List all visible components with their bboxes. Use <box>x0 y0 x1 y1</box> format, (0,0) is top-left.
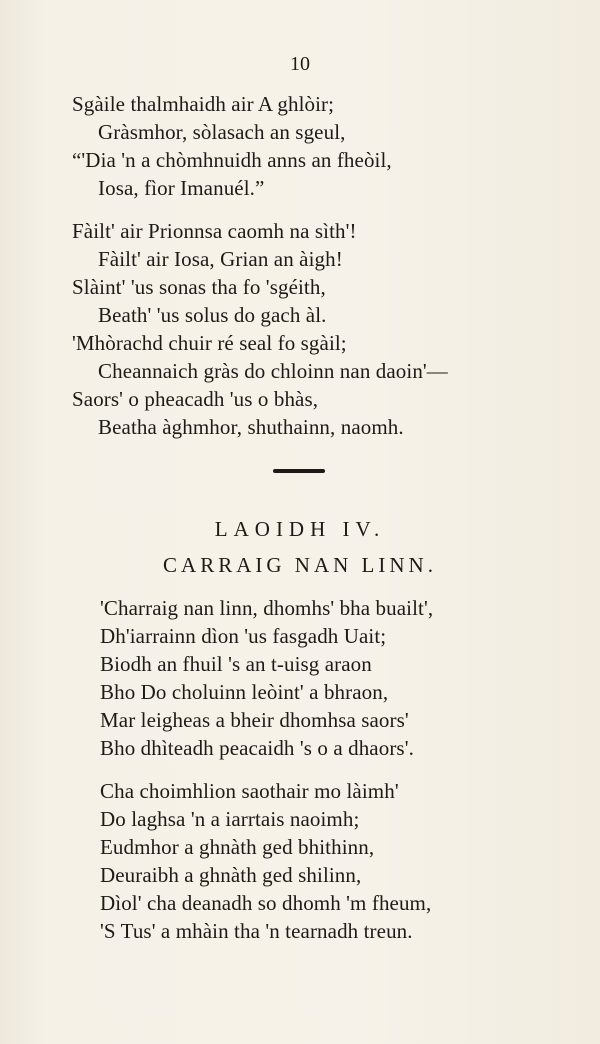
stanza <box>100 777 580 945</box>
verse-line: Sgàile thalmhaidh air A ghlòir; <box>72 92 335 116</box>
stanza <box>72 90 552 202</box>
verse-line: “'Dia 'n a chòmhnuidh anns an fheòil, <box>72 148 392 172</box>
verse-line: 'S Tus' a mhàin tha 'n tearnadh treun. <box>100 919 413 943</box>
verse-line: Gràsmhor, sòlasach an sgeul, <box>98 120 346 144</box>
verse-line: Cha choimhlion saothair mo làimh' <box>100 779 399 803</box>
section-divider <box>273 469 325 473</box>
verse-line: Do laghsa 'n a iarrtais naoimh; <box>100 807 360 831</box>
hymn-number: LAOIDH IV. <box>214 517 386 541</box>
verse-line: 'Mhòrachd chuir ré seal fo sgàil; <box>72 331 347 355</box>
verse-line: Slàint' 'us sonas tha fo 'sgéith, <box>72 275 326 299</box>
verse-line: Iosa, fìor Imanuél.” <box>98 176 265 200</box>
hymn-text <box>100 594 580 960</box>
verse-line: Eudmhor a ghnàth ged bhithinn, <box>100 835 375 859</box>
verse-line: Cheannaich gràs do chloinn nan daoin'— <box>98 359 448 383</box>
verse-line: Beatha àghmhor, shuthainn, naomh. <box>98 415 404 439</box>
verse-line: Biodh an fhuil 's an t-uisg araon <box>100 652 372 676</box>
stanza <box>72 217 552 441</box>
verse-line: Saors' o pheacadh 'us o bhàs, <box>72 387 319 411</box>
stanza <box>100 594 580 762</box>
verse-line: Beath' 'us solus do gach àl. <box>98 303 327 327</box>
verse-line: 'Charraig nan linn, dhomhs' bha buailt', <box>100 596 434 620</box>
verse-line: Fàilt' air Iosa, Grian an àigh! <box>98 247 343 271</box>
poem-continued <box>72 90 552 456</box>
page-number: 10 <box>290 53 310 75</box>
verse-line: Dh'iarrainn dìon 'us fasgadh Uait; <box>100 624 387 648</box>
verse-line: Mar leigheas a bheir dhomhsa saors' <box>100 708 409 732</box>
hymn-title: CARRAIG NAN LINN. <box>163 553 437 577</box>
verse-line: Fàilt' air Prionnsa caomh na sìth'! <box>72 219 357 243</box>
verse-line: Deuraibh a ghnàth ged shilinn, <box>100 863 362 887</box>
verse-line: Bho dhìteadh peacaidh 's o a dhaors'. <box>100 736 414 760</box>
verse-line: Dìol' cha deanadh so dhomh 'm fheum, <box>100 891 432 915</box>
verse-line: Bho Do choluinn leòint' a bhraon, <box>100 680 389 704</box>
